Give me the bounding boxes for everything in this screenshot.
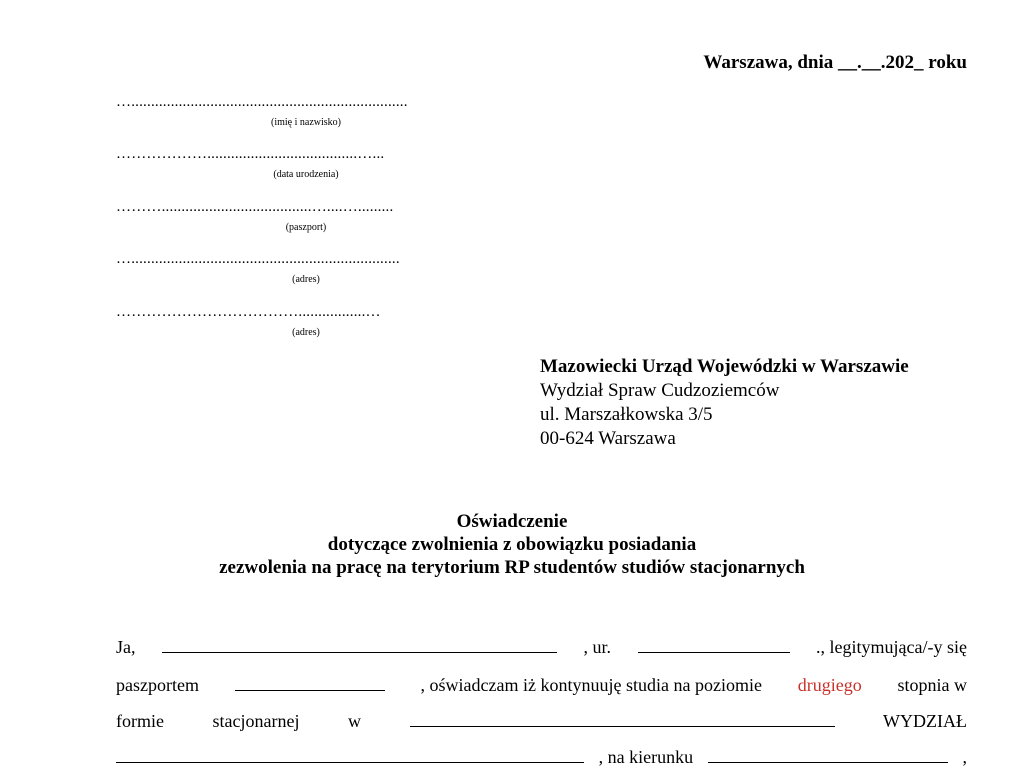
address-caption-2: (adres) — [292, 327, 320, 338]
university-blank[interactable] — [410, 710, 835, 727]
recipient-street: ul. Marszałkowska 3/5 — [540, 404, 713, 425]
text-oswiadczam: , oświadczam iż kontynuuję studia na poziomie — [420, 675, 762, 695]
name-caption: (imię i nazwisko) — [271, 117, 341, 128]
recipient-department: Wydział Spraw Cudzoziemców — [540, 380, 780, 401]
text-ja: Ja, — [116, 637, 136, 657]
body-row-1 — [116, 636, 967, 658]
heading-line3: zezwolenia na pracę na terytorium RP studentów studiów stacjonarnych — [219, 557, 805, 578]
text-stacjonarnej: stacjonarnej — [212, 711, 300, 731]
address-field-2[interactable]: ……………………………….................… — [116, 304, 381, 320]
passport-caption: (paszport) — [285, 222, 327, 233]
passport-blank[interactable] — [235, 674, 385, 691]
text-drugiego: drugiego — [797, 675, 862, 695]
body-row-4 — [116, 746, 967, 768]
text-na-kierunku: , na kierunku — [598, 747, 694, 767]
body-row-3 — [116, 710, 967, 732]
text-w: w — [347, 711, 361, 731]
address-field-1[interactable]: ….................................................................... — [116, 251, 400, 267]
text-formie: formie — [116, 711, 164, 731]
birthdate-field[interactable]: ………………......................................…... — [116, 146, 385, 162]
text-paszportem: paszportem — [116, 675, 199, 695]
fullname-blank[interactable] — [162, 636, 557, 653]
faculty-blank[interactable] — [116, 746, 584, 763]
passport-field[interactable]: ………......................................…....…......... — [116, 199, 394, 215]
recipient-block — [540, 355, 909, 451]
body-row-2 — [116, 674, 967, 696]
date-line: Warszawa, dnia __.__.202_ roku — [703, 52, 967, 73]
recipient-city: 00-624 Warszawa — [540, 428, 676, 449]
text-legit: ., legitymująca/-y się — [816, 637, 967, 657]
text-ur: , ur. — [583, 637, 612, 657]
text-wydzial: WYDZIAŁ — [883, 711, 967, 731]
document-heading — [0, 510, 1024, 579]
text-comma: , — [962, 747, 967, 767]
name-field[interactable]: …...................................................................... — [116, 94, 408, 110]
birthdate-caption: (data urodzenia) — [273, 169, 339, 180]
text-stopnia: stopnia w — [897, 675, 967, 695]
address-caption-1: (adres) — [292, 274, 320, 285]
birthdate-blank[interactable] — [638, 636, 790, 653]
heading-line2: dotyczące zwolnienia z obowiązku posiadania — [327, 534, 697, 555]
heading-title: Oświadczenie — [456, 511, 568, 532]
major-blank[interactable] — [708, 746, 948, 763]
recipient-office: Mazowiecki Urząd Wojewódzki w Warszawie — [540, 356, 909, 377]
